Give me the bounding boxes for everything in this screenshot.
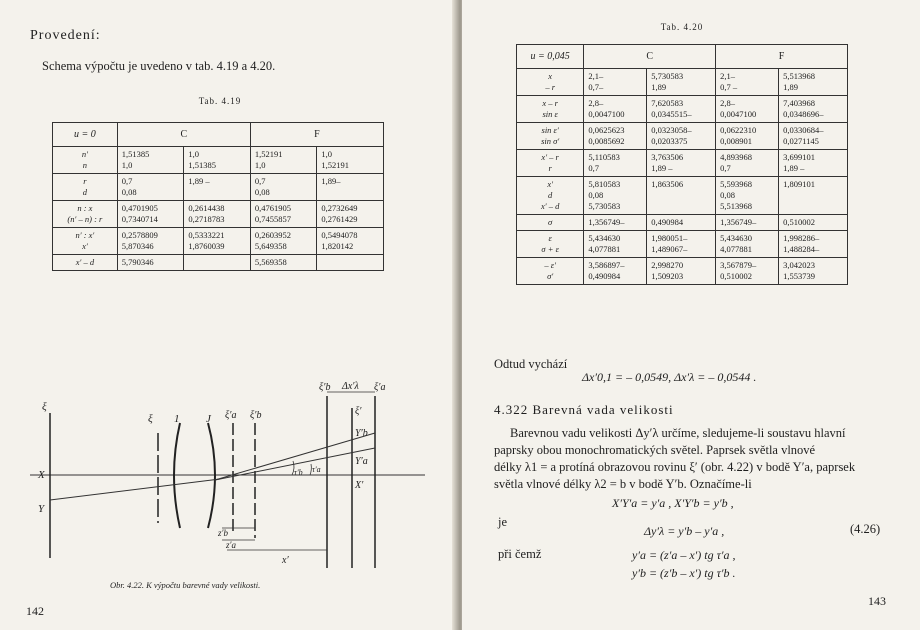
cell-line: 0,7340714	[121, 214, 158, 224]
cell-f1	[716, 215, 779, 231]
equation-number: (4.26)	[850, 522, 881, 536]
cell-c2	[647, 150, 716, 177]
cell-line: 1,356749–	[588, 217, 625, 227]
cell-line: 1,356749–	[720, 217, 757, 227]
cell-line: – r	[545, 82, 555, 92]
right-page	[462, 0, 920, 630]
cell-line: 0,490984	[588, 271, 621, 281]
table-row	[53, 255, 384, 271]
table-4-20	[516, 44, 848, 285]
table-corner: u = 0,045	[517, 45, 584, 69]
cell-line: 1,980051–	[651, 233, 688, 243]
cell-c2	[647, 96, 716, 123]
cell-f1	[716, 96, 779, 123]
cell-line: ε	[548, 233, 552, 243]
row-label	[517, 150, 584, 177]
cell-line: 5,730583	[651, 71, 684, 81]
cell-line: 1,509203	[651, 271, 684, 281]
cell-line: 2,1–	[720, 71, 736, 81]
cell-line: 0,08	[720, 190, 736, 200]
cell-line: 0,0345515–	[651, 109, 692, 119]
label-y: Y	[38, 503, 45, 515]
cell-line: 2,998270	[651, 260, 684, 270]
cell-line: 0,7	[588, 163, 599, 173]
cell-line: 3,586897–	[588, 260, 625, 270]
cell-line: 5,569358	[254, 257, 287, 267]
cell-line: 0,5333221	[188, 230, 225, 240]
cell-f2	[317, 201, 384, 228]
cell-c2	[184, 174, 251, 201]
cell-line: sin σ′	[541, 136, 560, 146]
cell-line: 1,0	[121, 160, 133, 170]
table-4-19	[52, 122, 384, 271]
cell-f2	[779, 215, 848, 231]
cell-line: x′ – d	[540, 201, 560, 211]
cell-line: x′	[82, 241, 88, 251]
cell-line: σ	[548, 217, 553, 227]
cell-c1	[117, 228, 184, 255]
header-f: F	[716, 45, 848, 69]
header-c: C	[117, 123, 250, 147]
cell-line: 5,513968	[720, 201, 753, 211]
cell-line: 0,7	[254, 176, 266, 186]
cell-line: 5,790346	[121, 257, 154, 267]
cell-line: 0,4761905	[254, 203, 291, 213]
label-xi-small: ξ	[148, 413, 153, 425]
cell-line: x	[548, 71, 553, 81]
row-label	[53, 201, 118, 228]
label-delta-x: Δx′λ	[342, 381, 359, 392]
cell-f1	[716, 177, 779, 215]
label-j: J	[206, 413, 211, 425]
cell-line: 0,08	[588, 190, 604, 200]
cell-line: 0,2578809	[121, 230, 158, 240]
odtud-text: Odtud vychází	[494, 357, 568, 371]
cell-c1	[117, 201, 184, 228]
cell-line: 1,0	[321, 149, 333, 159]
cell-c2	[647, 231, 716, 258]
cell-line: x′ – r	[541, 152, 559, 162]
cell-line: 5,513968	[783, 71, 815, 81]
table-corner: u = 0	[53, 123, 118, 147]
cell-line: n : x	[77, 203, 93, 213]
cell-c2	[184, 147, 251, 174]
cell-line: 5,649358	[254, 241, 287, 251]
table-row	[517, 69, 848, 96]
label-x-prime-right: X′	[355, 480, 364, 491]
cell-line: 0,0625623	[588, 125, 625, 135]
row-label	[517, 215, 584, 231]
cell-c1	[584, 231, 647, 258]
cell-c1	[117, 255, 184, 271]
cell-c2	[647, 123, 716, 150]
label-x: X	[38, 469, 45, 481]
cell-c2	[184, 201, 251, 228]
left-page	[0, 0, 458, 630]
cell-f2	[779, 123, 848, 150]
label-xi: ξ	[42, 401, 47, 413]
row-label	[53, 255, 118, 271]
cell-line: 3,567879–	[720, 260, 757, 270]
table-420-title: Tab. 4.20	[660, 22, 704, 32]
cell-f2	[779, 231, 848, 258]
cell-line: 0,0323058–	[651, 125, 692, 135]
cell-line: 0,7–	[588, 82, 604, 92]
row-label	[517, 69, 584, 96]
cell-line: r	[83, 176, 87, 186]
cell-line: 1,863506	[651, 179, 684, 189]
cell-f2	[779, 177, 848, 215]
cell-line: 0,7	[720, 163, 731, 173]
row-label	[53, 228, 118, 255]
cell-c1	[584, 215, 647, 231]
cell-line: 3,699101	[783, 152, 815, 162]
table-row	[53, 201, 384, 228]
table-419-title: Tab. 4.19	[198, 96, 242, 106]
cell-f1	[250, 201, 317, 228]
cell-line: 2,8–	[720, 98, 736, 108]
header-f: F	[250, 123, 383, 147]
cell-line: 4,077881	[588, 244, 621, 254]
cell-line: 0,7 –	[720, 82, 738, 92]
cell-c1	[117, 147, 184, 174]
label-xi-b: ξ′b	[250, 410, 262, 421]
cell-c2	[647, 177, 716, 215]
cell-line: 0,510002	[783, 217, 815, 227]
cell-line: 1,998286–	[783, 233, 820, 243]
cell-line: 0,0085692	[588, 136, 625, 146]
pri-cemz-text: při čemž	[498, 547, 542, 561]
cell-line: sin ε′	[541, 125, 559, 135]
cell-line: 0,08	[254, 187, 270, 197]
table-row	[517, 177, 848, 215]
cell-line: 1,553739	[783, 271, 815, 281]
cell-c2	[184, 255, 251, 271]
paragraph-line-1: Barevnou vadu velikosti Δy′λ určíme, sledujeme-li soustavu hlavní	[510, 426, 846, 440]
cell-line: 0,0203375	[651, 136, 688, 146]
cell-f2	[779, 69, 848, 96]
cell-c2	[647, 258, 716, 285]
label-xi-b-top: ξ′b	[319, 382, 331, 393]
cell-f1	[716, 258, 779, 285]
cell-line: 0,008901	[720, 136, 753, 146]
paragraph-line-2: paprsky obou monochromatických světel. Paprsek světla vlnové	[494, 443, 816, 457]
cell-line: 5,434630	[588, 233, 621, 243]
table-row	[517, 258, 848, 285]
label-tau-b: τ′b	[294, 468, 303, 477]
cell-line: d	[548, 190, 553, 200]
cell-f1	[716, 69, 779, 96]
figure-4-22	[30, 378, 430, 578]
cell-f2	[779, 96, 848, 123]
cell-line: 5,110583	[588, 152, 620, 162]
figure-caption: Obr. 4.22. K výpočtu barevné vady velikosti.	[110, 580, 261, 590]
result-equation: Δx′0,1 = – 0,0549, Δx′λ = – 0,0544 .	[582, 370, 757, 384]
cell-line: 4,077881	[720, 244, 753, 254]
label-xi-prime: ξ′	[355, 406, 362, 417]
cell-line: 0,0271145	[783, 136, 819, 146]
cell-line: 1,488284–	[783, 244, 820, 254]
cell-line: 7,620583	[651, 98, 684, 108]
equation-ya: y′a = (z′a – x′) tg τ′a ,	[632, 548, 736, 562]
page-number-right: 143	[868, 594, 886, 608]
cell-line: 7,403968	[783, 98, 815, 108]
cell-c2	[647, 69, 716, 96]
label-y-b: Y′b	[355, 428, 368, 439]
cell-line: 1,809101	[783, 179, 815, 189]
row-label	[517, 258, 584, 285]
header-c: C	[584, 45, 716, 69]
label-one: 1	[174, 413, 180, 425]
cell-f2	[317, 147, 384, 174]
cell-line: 0,2718783	[188, 214, 225, 224]
cell-line: sin ε	[542, 109, 558, 119]
equation-delta: Δy′λ = y′b – y′a ,	[644, 524, 725, 538]
cell-f1	[250, 228, 317, 255]
cell-line: 0,2603952	[254, 230, 291, 240]
cell-line: 5,434630	[720, 233, 753, 243]
cell-line: 0,0047100	[588, 109, 625, 119]
label-xi-a-top: ξ′a	[374, 382, 386, 393]
row-label	[53, 147, 118, 174]
cell-line: 1,89–	[321, 176, 341, 186]
cell-c1	[584, 96, 647, 123]
cell-c2	[184, 228, 251, 255]
cell-line: 2,1–	[588, 71, 604, 81]
cell-f1	[716, 150, 779, 177]
cell-line: 5,870346	[121, 241, 154, 251]
cell-line: 0,0047100	[720, 109, 757, 119]
cell-line: 1,51385	[121, 149, 150, 159]
cell-line: 5,593968	[720, 179, 753, 189]
table-row	[517, 150, 848, 177]
cell-line: 1,89 –	[651, 163, 673, 173]
label-tau-a: τ′a	[312, 465, 321, 474]
table-row	[53, 174, 384, 201]
equation-yb: y′b = (z′b – x′) tg τ′b .	[632, 566, 736, 580]
cell-line: 1,89	[783, 82, 798, 92]
cell-c1	[584, 177, 647, 215]
cell-line: 5,730583	[588, 201, 621, 211]
row-label	[517, 177, 584, 215]
row-label	[517, 96, 584, 123]
cell-line: 0,2761429	[321, 214, 358, 224]
cell-line: 1,51385	[188, 160, 216, 170]
cell-line: 0,4701905	[121, 203, 158, 213]
cell-line: 1,0	[254, 160, 266, 170]
label-x-prime-bottom: x′	[282, 555, 289, 566]
cell-line: 0,0622310	[720, 125, 757, 135]
cell-line: r	[548, 163, 552, 173]
cell-line: 5,810583	[588, 179, 621, 189]
cell-line: 0,2614438	[188, 203, 225, 213]
cell-c1	[584, 69, 647, 96]
cell-c1	[584, 123, 647, 150]
cell-line: 1,89	[651, 82, 667, 92]
cell-f2	[317, 174, 384, 201]
cell-f1	[250, 174, 317, 201]
paragraph-line-3: délky λ1 = a protíná obrazovou rovinu ξ′ (obr. 4.22) v bodě Y′a, paprsek	[494, 460, 856, 474]
cell-f1	[716, 231, 779, 258]
cell-line: x′	[547, 179, 553, 189]
cell-line: 0,2732649	[321, 203, 358, 213]
cell-line: 1,89 –	[188, 176, 210, 186]
label-y-a: Y′a	[355, 456, 368, 467]
cell-line: 2,8–	[588, 98, 604, 108]
cell-line: 0,5494078	[321, 230, 358, 240]
cell-c2	[647, 215, 716, 231]
cell-line: σ + ε	[541, 244, 559, 254]
cell-line: 0,08	[121, 187, 137, 197]
cell-line: σ′	[547, 271, 554, 281]
cell-f2	[317, 255, 384, 271]
label-xi-a: ξ′a	[225, 410, 237, 421]
cell-line: 1,820142	[321, 241, 354, 251]
cell-line: 0,7	[121, 176, 133, 186]
cell-line: n	[82, 160, 87, 170]
cell-f2	[779, 150, 848, 177]
cell-f2	[317, 228, 384, 255]
principal-ray-object-side	[50, 479, 220, 500]
cell-c1	[584, 258, 647, 285]
cell-line: 3,763506	[651, 152, 684, 162]
intro-text: Schema výpočtu je uvedeno v tab. 4.19 a 4.20.	[42, 59, 276, 73]
cell-f1	[250, 255, 317, 271]
je-text: je	[498, 515, 508, 529]
cell-line: 1,52191	[254, 149, 283, 159]
cell-line: n′	[81, 149, 88, 159]
cell-f2	[779, 258, 848, 285]
table-row	[517, 96, 848, 123]
table-row	[517, 215, 848, 231]
cell-line: 4,893968	[720, 152, 753, 162]
cell-line: 1,52191	[321, 160, 350, 170]
table-row	[517, 123, 848, 150]
cell-line: 3,042023	[783, 260, 815, 270]
label-z-b: z′b	[218, 528, 228, 538]
cell-line: 0,7455857	[254, 214, 291, 224]
paragraph-line-4: světla vlnové délky λ2 = b v bodě Y′b. Označíme-li	[494, 477, 752, 491]
cell-line: x′ – d	[75, 257, 95, 267]
cell-line: 1,8760039	[188, 241, 225, 251]
cell-line: 1,89 –	[783, 163, 805, 173]
row-label	[517, 123, 584, 150]
cell-line: (n′ – n) : r	[67, 214, 103, 224]
cell-line: 0,490984	[651, 217, 684, 227]
cell-line: 0,0330684–	[783, 125, 824, 135]
cell-line: – ε′	[544, 260, 556, 270]
row-label	[53, 174, 118, 201]
table-row	[517, 231, 848, 258]
cell-c1	[117, 174, 184, 201]
cell-line: 0,0348696–	[783, 109, 824, 119]
cell-line: n′ : x′	[75, 230, 95, 240]
cell-f1	[716, 123, 779, 150]
cell-line: 0,510002	[720, 271, 753, 281]
cell-c1	[584, 150, 647, 177]
section-heading: 4.322 Barevná vada velikosti	[494, 402, 674, 417]
cell-f1	[250, 147, 317, 174]
table-row	[53, 228, 384, 255]
cell-line: 1,489067–	[651, 244, 688, 254]
procedure-heading: Provedení:	[30, 28, 101, 43]
cell-line: 1,0	[188, 149, 199, 159]
cell-line: x – r	[542, 98, 558, 108]
page-number-left: 142	[26, 604, 44, 618]
cell-line: d	[82, 187, 87, 197]
row-label	[517, 231, 584, 258]
label-z-a: z′a	[226, 540, 236, 550]
equation-xy: X′Y′a = y′a , X′Y′b = y′b ,	[612, 496, 734, 510]
table-row	[53, 147, 384, 174]
